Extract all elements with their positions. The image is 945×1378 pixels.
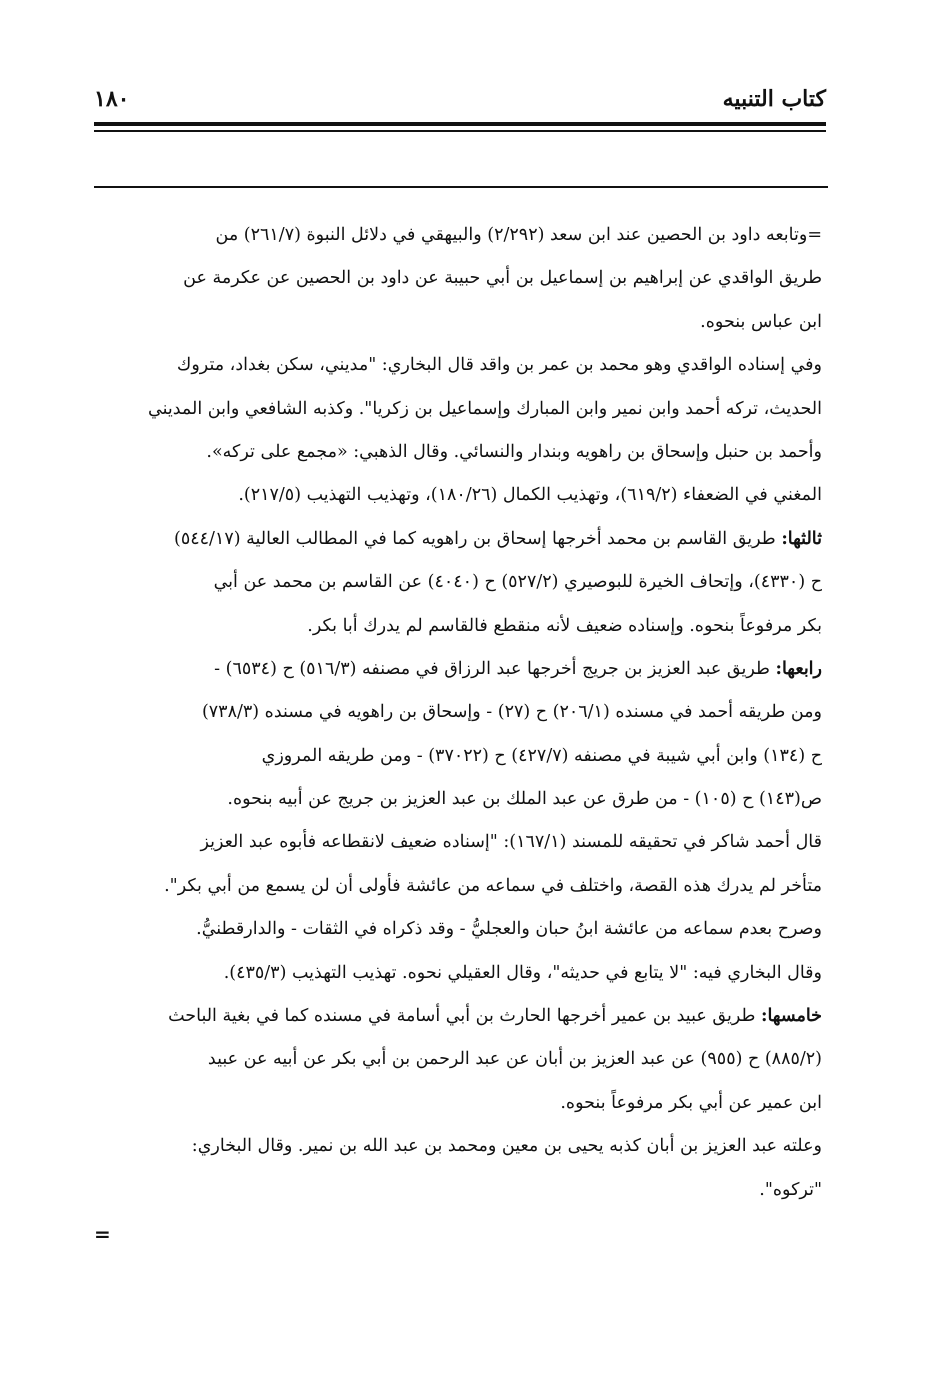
text-line bbox=[92, 474, 822, 517]
text-line bbox=[92, 1038, 822, 1081]
page-header bbox=[94, 84, 826, 114]
text-line bbox=[92, 344, 822, 387]
book-title: كتاب التنبيه bbox=[722, 86, 826, 112]
line-text: =وتابعه داود بن الحصين عند ابن سعد (٢/٢٩٢) والبيهقي في دلائل النبوة (٢٦١/٧) من bbox=[215, 225, 822, 245]
text-line bbox=[92, 431, 822, 474]
line-text: بكر مرفوعاً بنحوه. وإسناده ضعيف لأنه منقطع فالقاسم لم يدرك أبا بكر. bbox=[307, 615, 822, 636]
text-line bbox=[92, 648, 822, 691]
footnote-body bbox=[92, 214, 822, 1212]
footnote-separator bbox=[94, 186, 828, 188]
line-text: "تركوه". bbox=[759, 1179, 822, 1200]
text-line bbox=[92, 778, 822, 821]
text-line bbox=[92, 952, 822, 995]
section-lead: رابعها: bbox=[775, 658, 822, 679]
text-line bbox=[92, 301, 822, 344]
text-line bbox=[92, 995, 822, 1038]
text-line bbox=[92, 865, 822, 908]
line-text: (٨٨٥/٢) ح (٩٥٥) عن عبد العزيز بن أبان عن عبد الرحمن بن أبي بكر عن أبيه عن عبيد bbox=[207, 1049, 822, 1070]
line-text: وقال البخاري فيه: "لا يتابع في حديثه"، وقال العقيلي نحوه. تهذيب التهذيب (٤٣٥/٣). bbox=[223, 962, 822, 983]
line-text: ص(١٤٣) ح (١٠٥) - من طرق عن عبد الملك بن عبد العزيز بن جريج عن أبيه بنحوه. bbox=[227, 789, 822, 810]
line-text: طريق عبد العزيز بن جريج أخرجها عبد الرزاق في مصنفه (٥١٦/٣) ح (٦٥٣٤) - bbox=[214, 658, 776, 679]
text-line bbox=[92, 1082, 822, 1125]
line-text: طريق الواقدي عن إبراهيم بن إسماعيل بن أبي حبيبة عن داود بن الحصين عن عكرمة عن bbox=[183, 268, 822, 289]
line-text: طريق القاسم بن محمد أخرجها إسحاق بن راهويه كما في المطالب العالية (٥٤٤/١٧) bbox=[174, 528, 782, 549]
continuation-mark: = bbox=[94, 1222, 111, 1246]
header-rule-thin bbox=[94, 130, 826, 132]
line-text: ح (٤٣٣٠)، وإتحاف الخيرة للبوصيري (٥٢٧/٢) ح (٤٠٤٠) عن القاسم بن محمد عن أبي bbox=[213, 572, 822, 593]
header-rule-thick bbox=[94, 122, 826, 126]
line-text: ابن عمير عن أبي بكر مرفوعاً بنحوه. bbox=[560, 1092, 822, 1113]
line-text: متأخر لم يدرك هذه القصة، واختلف في سماعه من عائشة فأولى أن لن يسمع من أبي بكر". bbox=[164, 875, 822, 896]
text-line bbox=[92, 561, 822, 604]
text-line bbox=[92, 605, 822, 648]
text-line bbox=[92, 388, 822, 431]
text-line bbox=[92, 214, 822, 257]
line-text: وعلته عبد العزيز بن أبان كذبه يحيى بن معين ومحمد بن عبد الله بن نمير. وقال البخاري: bbox=[191, 1136, 822, 1157]
section-lead: خامسها: bbox=[761, 1006, 822, 1027]
text-line bbox=[92, 735, 822, 778]
line-text: وفي إسناده الواقدي وهو محمد بن عمر بن واقد قال البخاري: "مديني، سكن بغداد، متروك bbox=[176, 355, 822, 376]
line-text: المغني في الضعفاء (٦١٩/٢)، وتهذيب الكمال (١٨٠/٢٦)، وتهذيب التهذيب (٢١٧/٥). bbox=[238, 485, 822, 506]
text-line bbox=[92, 691, 822, 734]
line-text: قال أحمد شاكر في تحقيقه للمسند (١٦٧/١): "إسناده ضعيف لانقطاعه فأبوه عبد العزيز bbox=[200, 832, 822, 853]
line-text: الحديث، تركه أحمد وابن نمير وابن المبارك وإسماعيل بن زكريا". وكذبه الشافعي وابن المديني bbox=[148, 398, 822, 419]
line-text: وأحمد بن حنبل وإسحاق بن راهويه وبندار والنسائي. وقال الذهبي: «مجمع على تركه». bbox=[206, 441, 822, 462]
section-lead: ثالثها: bbox=[781, 528, 822, 549]
line-text: ح (١٣٤) وابن أبي شيبة في مصنفه (٤٢٧/٧) ح (٣٧٠٢٢) - ومن طريقه المروزي bbox=[261, 745, 822, 766]
text-line bbox=[92, 1125, 822, 1168]
text-line bbox=[92, 1169, 822, 1212]
line-text: ومن طريقه أحمد في مسنده (٢٠٦/١) ح (٢٧) - وإسحاق بن راهويه في مسنده (٧٣٨/٣) bbox=[201, 702, 822, 723]
line-text: وصرح بعدم سماعه من عائشة ابنُ حبان والعجليُّ - وقد ذكراه في الثقات - والدارقطنيُّ. bbox=[196, 919, 822, 940]
text-line bbox=[92, 257, 822, 300]
line-text: طريق عبيد بن عمير أخرجها الحارث بن أبي أسامة في مسنده كما في بغية الباحث bbox=[168, 1006, 761, 1027]
text-line bbox=[92, 518, 822, 561]
text-line bbox=[92, 821, 822, 864]
page-number: ١٨٠ bbox=[94, 86, 130, 112]
text-line bbox=[92, 908, 822, 951]
line-text: ابن عباس بنحوه. bbox=[700, 311, 822, 332]
